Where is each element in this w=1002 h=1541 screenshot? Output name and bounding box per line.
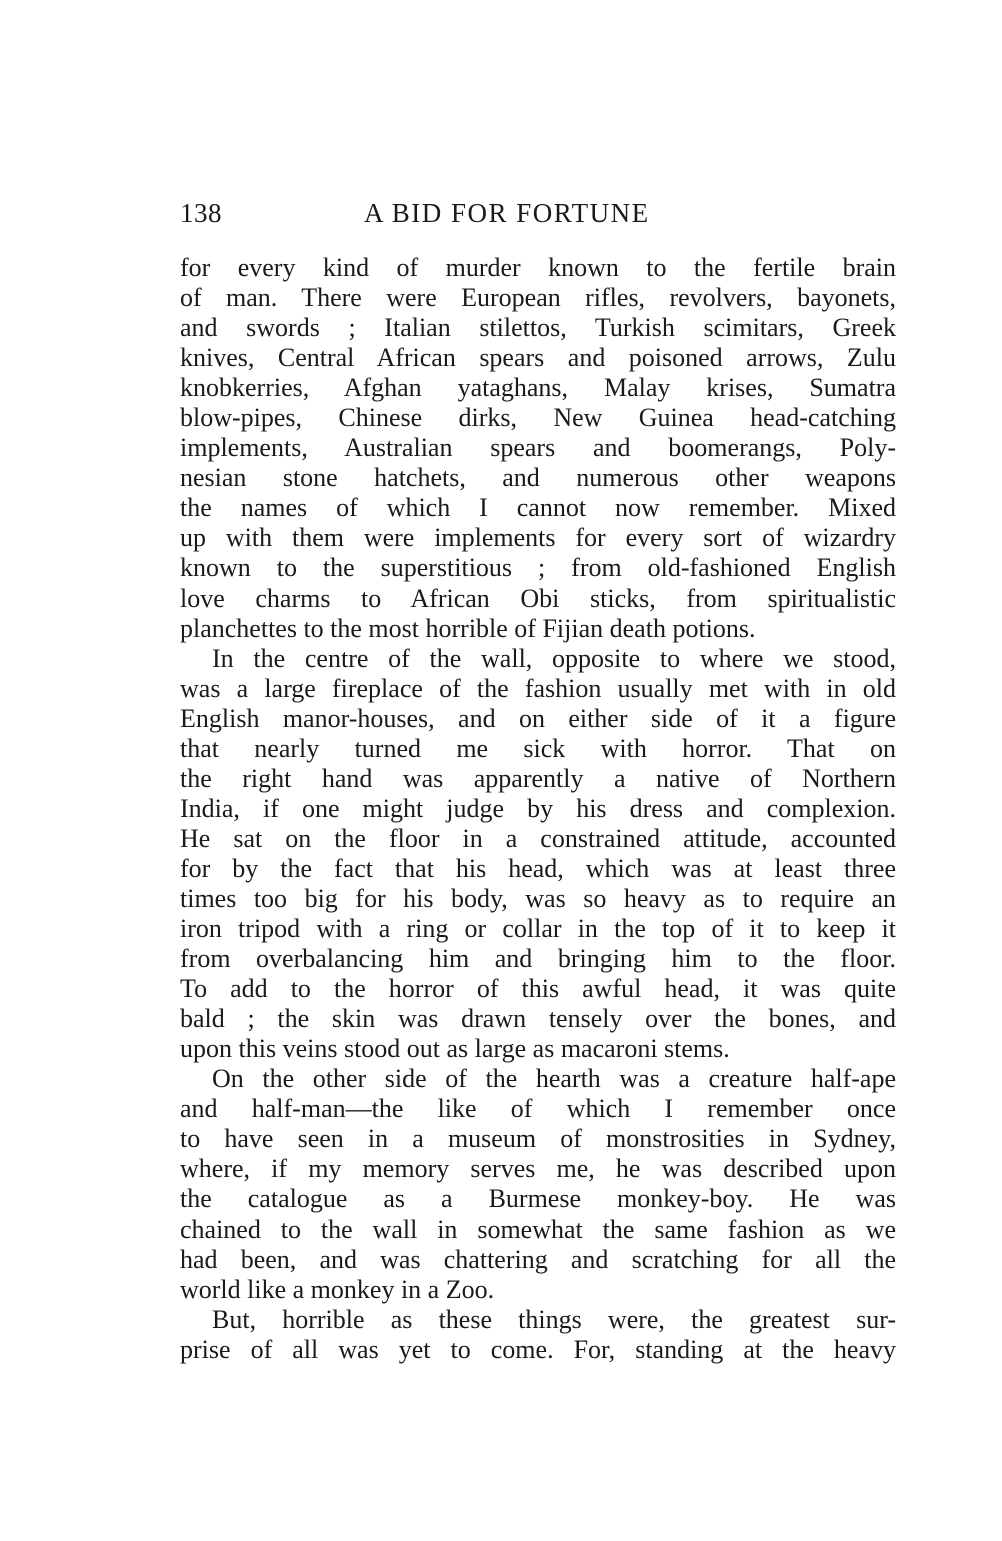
text-line: love charms to African Obi sticks, from spiritualistic <box>180 583 896 613</box>
text-line: upon this veins stood out as large as macaroni stems. <box>180 1034 730 1064</box>
running-title: A BID FOR FORTUNE <box>364 198 650 228</box>
text-line: the names of which I cannot now remember. Mixed <box>180 493 896 523</box>
text-line: chained to the wall in somewhat the same fashion as we <box>180 1214 896 1244</box>
text-line: knives, Central African spears and poisoned arrows, Zulu <box>180 343 896 373</box>
text-line: for every kind of murder known to the fertile brain <box>180 253 896 282</box>
page-number: 138 <box>180 198 222 228</box>
text-line: To add to the horror of this awful head, it was quite <box>180 974 896 1004</box>
text-line: had been, and was chattering and scratching for all the <box>180 1244 896 1274</box>
text-line: world like a monkey in a Zoo. <box>180 1274 495 1304</box>
text-line: nesian stone hatchets, and numerous other weapons <box>180 463 896 493</box>
text-line: for by the fact that his head, which was at least three <box>180 853 896 883</box>
text-line: English manor-houses, and on either side of it a figure <box>180 703 896 733</box>
text-line: bald ; the skin was drawn tensely over the bones, and <box>180 1004 896 1034</box>
paragraph-start-line: On the other side of the hearth was a creature half-ape <box>212 1064 896 1094</box>
text-line: He sat on the floor in a constrained attitude, accounted <box>180 823 896 853</box>
text-line: prise of all was yet to come. For, standing at the heavy <box>180 1334 896 1364</box>
text-line: implements, Australian spears and boomerangs, Poly- <box>180 433 896 463</box>
text-line: and swords ; Italian stilettos, Turkish scimitars, Greek <box>180 313 896 343</box>
text-line: planchettes to the most horrible of Fijian death potions. <box>180 613 756 643</box>
paragraph-start-line: But, horrible as these things were, the greatest sur- <box>212 1304 896 1334</box>
text-line: of man. There were European rifles, revolvers, bayonets, <box>180 283 896 313</box>
text-line: India, if one might judge by his dress and complexion. <box>180 793 896 823</box>
text-line: the catalogue as a Burmese monkey-boy. He was <box>180 1184 896 1214</box>
text-line: blow-pipes, Chinese dirks, New Guinea head-catching <box>180 403 896 433</box>
text-line: that nearly turned me sick with horror. That on <box>180 733 896 763</box>
text-line: to have seen in a museum of monstrosities in Sydney, <box>180 1124 896 1154</box>
text-line: times too big for his body, was so heavy as to require an <box>180 883 896 913</box>
text-line: the right hand was apparently a native of Northern <box>180 763 896 793</box>
text-line: where, if my memory serves me, he was described upon <box>180 1154 896 1184</box>
body-text <box>180 253 896 1365</box>
text-line: iron tripod with a ring or collar in the top of it to keep it <box>180 914 896 944</box>
running-header <box>180 196 896 230</box>
text-line: from overbalancing him and bringing him to the floor. <box>180 944 896 974</box>
text-line: up with them were implements for every sort of wizardry <box>180 523 896 553</box>
text-line: known to the superstitious ; from old-fashioned English <box>180 553 896 583</box>
paragraph-start-line: In the centre of the wall, opposite to where we stood, <box>212 643 896 673</box>
text-line: knobkerries, Afghan yataghans, Malay krises, Sumatra <box>180 373 896 403</box>
text-line: was a large fireplace of the fashion usually met with in old <box>180 673 896 703</box>
text-line: and half-man—the like of which I remember once <box>180 1094 896 1124</box>
